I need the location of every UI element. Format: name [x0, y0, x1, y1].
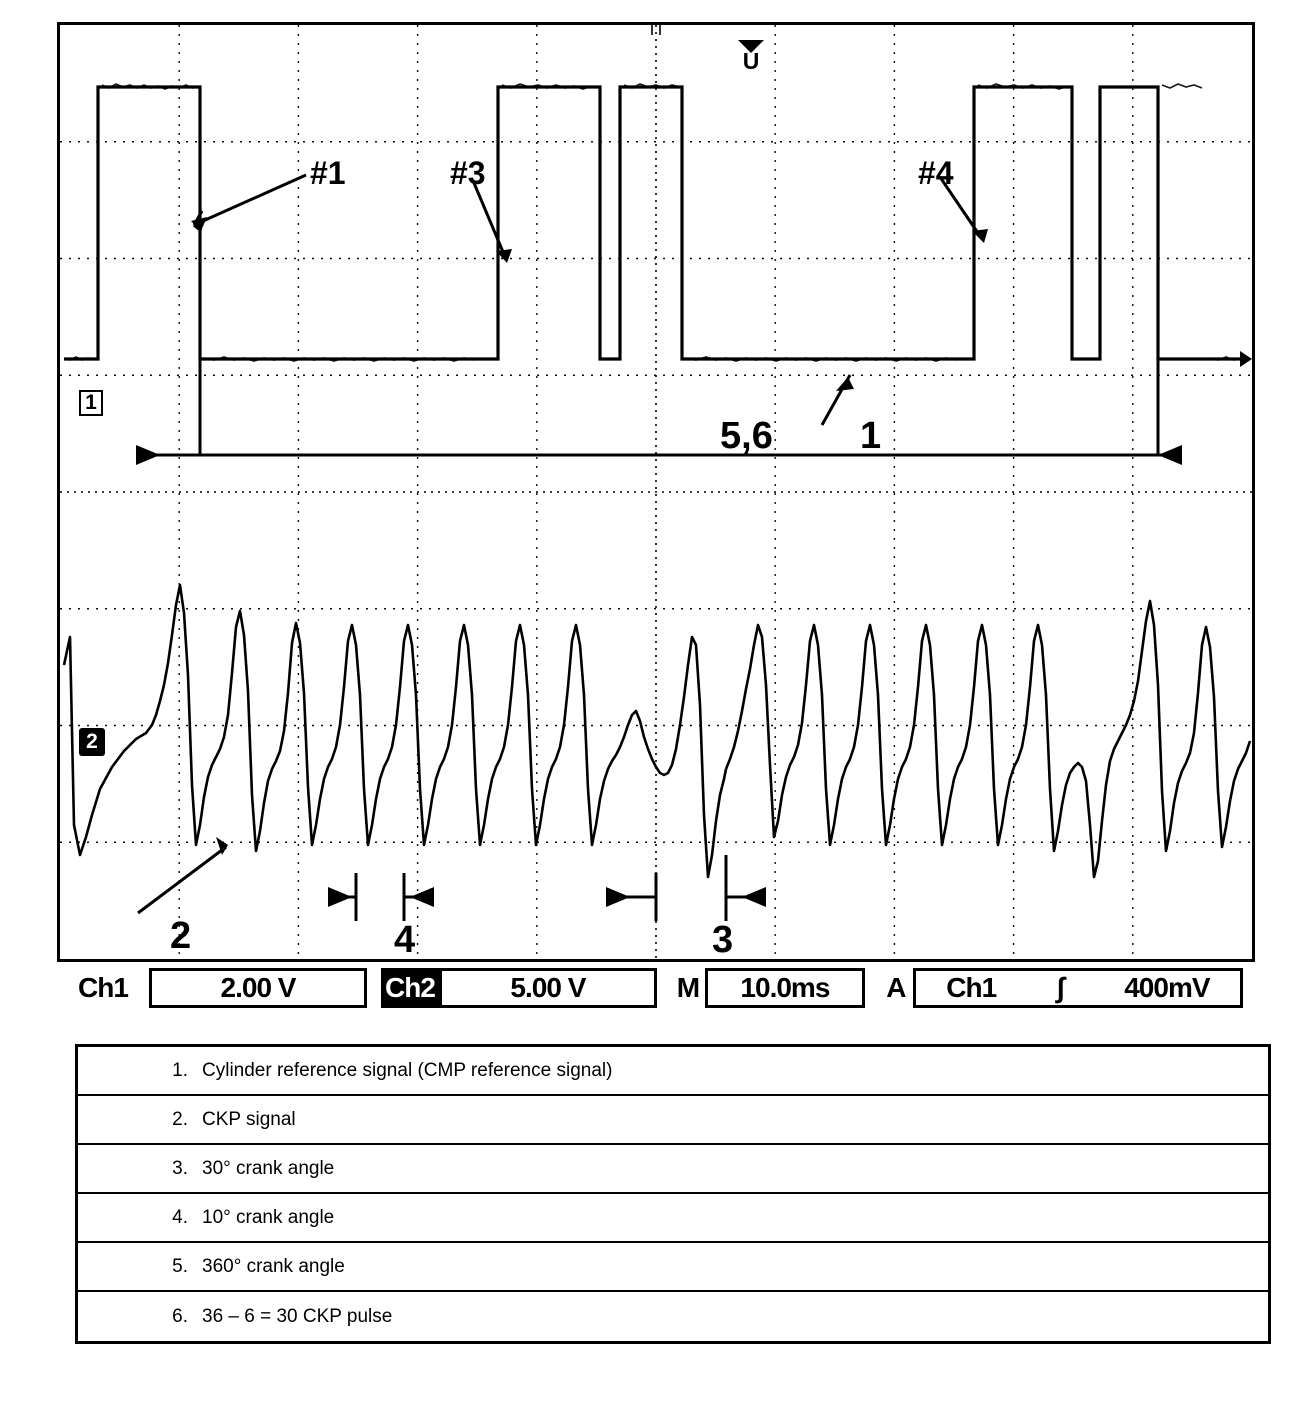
- ch1-level-arrow: [1240, 351, 1252, 367]
- label-ref-3: 3: [712, 919, 734, 961]
- label-ref-1: 1: [860, 415, 882, 457]
- annotation-leaders: [194, 175, 982, 425]
- legend-number: 4.: [172, 1206, 188, 1228]
- ch1-waveform: [64, 87, 1248, 359]
- measure-30deg: [608, 855, 764, 921]
- label-cylinder-1: #1: [310, 155, 346, 191]
- label-span-56: 5,6: [720, 415, 773, 457]
- readout-trigger-label: A: [886, 972, 906, 1003]
- legend-number: 1.: [172, 1059, 188, 1081]
- legend-row: [78, 1145, 1268, 1194]
- label-ref-4: 4: [394, 919, 416, 961]
- readout-trigger-group[interactable]: [913, 968, 1243, 1008]
- legend-row: [78, 1096, 1268, 1145]
- readout-ch2-value[interactable]: 5.00 V: [439, 968, 657, 1008]
- ch2-waveform: [64, 585, 1250, 877]
- span-56: [138, 357, 1180, 455]
- legend-text: CKP signal: [202, 1108, 296, 1130]
- legend-text: Cylinder reference signal (CMP reference signal): [202, 1059, 613, 1081]
- label-cylinder-4: #4: [918, 155, 954, 191]
- channel-1-marker[interactable]: 1: [79, 390, 103, 416]
- ch1-noise: [64, 84, 1242, 361]
- trigger-slope-icon: ∫: [1056, 972, 1064, 1003]
- legend-number: 5.: [172, 1255, 188, 1277]
- trigger-marker-label: U: [742, 48, 760, 74]
- legend-row: [78, 1047, 1268, 1096]
- legend-number: 3.: [172, 1157, 188, 1179]
- legend-row: [78, 1292, 1268, 1341]
- legend-row: [78, 1243, 1268, 1292]
- channel-2-marker[interactable]: 2: [79, 728, 105, 756]
- readout-ch2-label[interactable]: Ch2: [381, 968, 439, 1008]
- legend-table: [75, 1044, 1271, 1344]
- legend-text: 36 – 6 = 30 CKP pulse: [202, 1305, 393, 1327]
- legend-text: 10° crank angle: [202, 1206, 335, 1228]
- legend-number: 6.: [172, 1305, 188, 1327]
- readout-ch1-value[interactable]: 2.00 V: [149, 968, 367, 1008]
- label-cylinder-3: #3: [450, 155, 486, 191]
- readout-trigger-level: 400mV: [1124, 972, 1210, 1003]
- scope-readout-bar: [57, 968, 1255, 1008]
- readout-trigger-source: Ch1: [946, 972, 997, 1003]
- trigger-marker[interactable]: [738, 40, 764, 78]
- scope-screen: [57, 22, 1255, 962]
- legend-text: 360° crank angle: [202, 1255, 345, 1277]
- legend-number: 2.: [172, 1108, 188, 1130]
- oscilloscope-display: [57, 22, 1255, 962]
- scope-traces: [60, 25, 1252, 959]
- legend-row: [78, 1194, 1268, 1243]
- label-ref-2: 2: [170, 915, 192, 957]
- legend-text: 30° crank angle: [202, 1157, 335, 1179]
- readout-time-value[interactable]: 10.0ms: [705, 968, 865, 1008]
- readout-ch1-label: Ch1: [78, 972, 128, 1003]
- readout-time-label: M: [676, 972, 700, 1003]
